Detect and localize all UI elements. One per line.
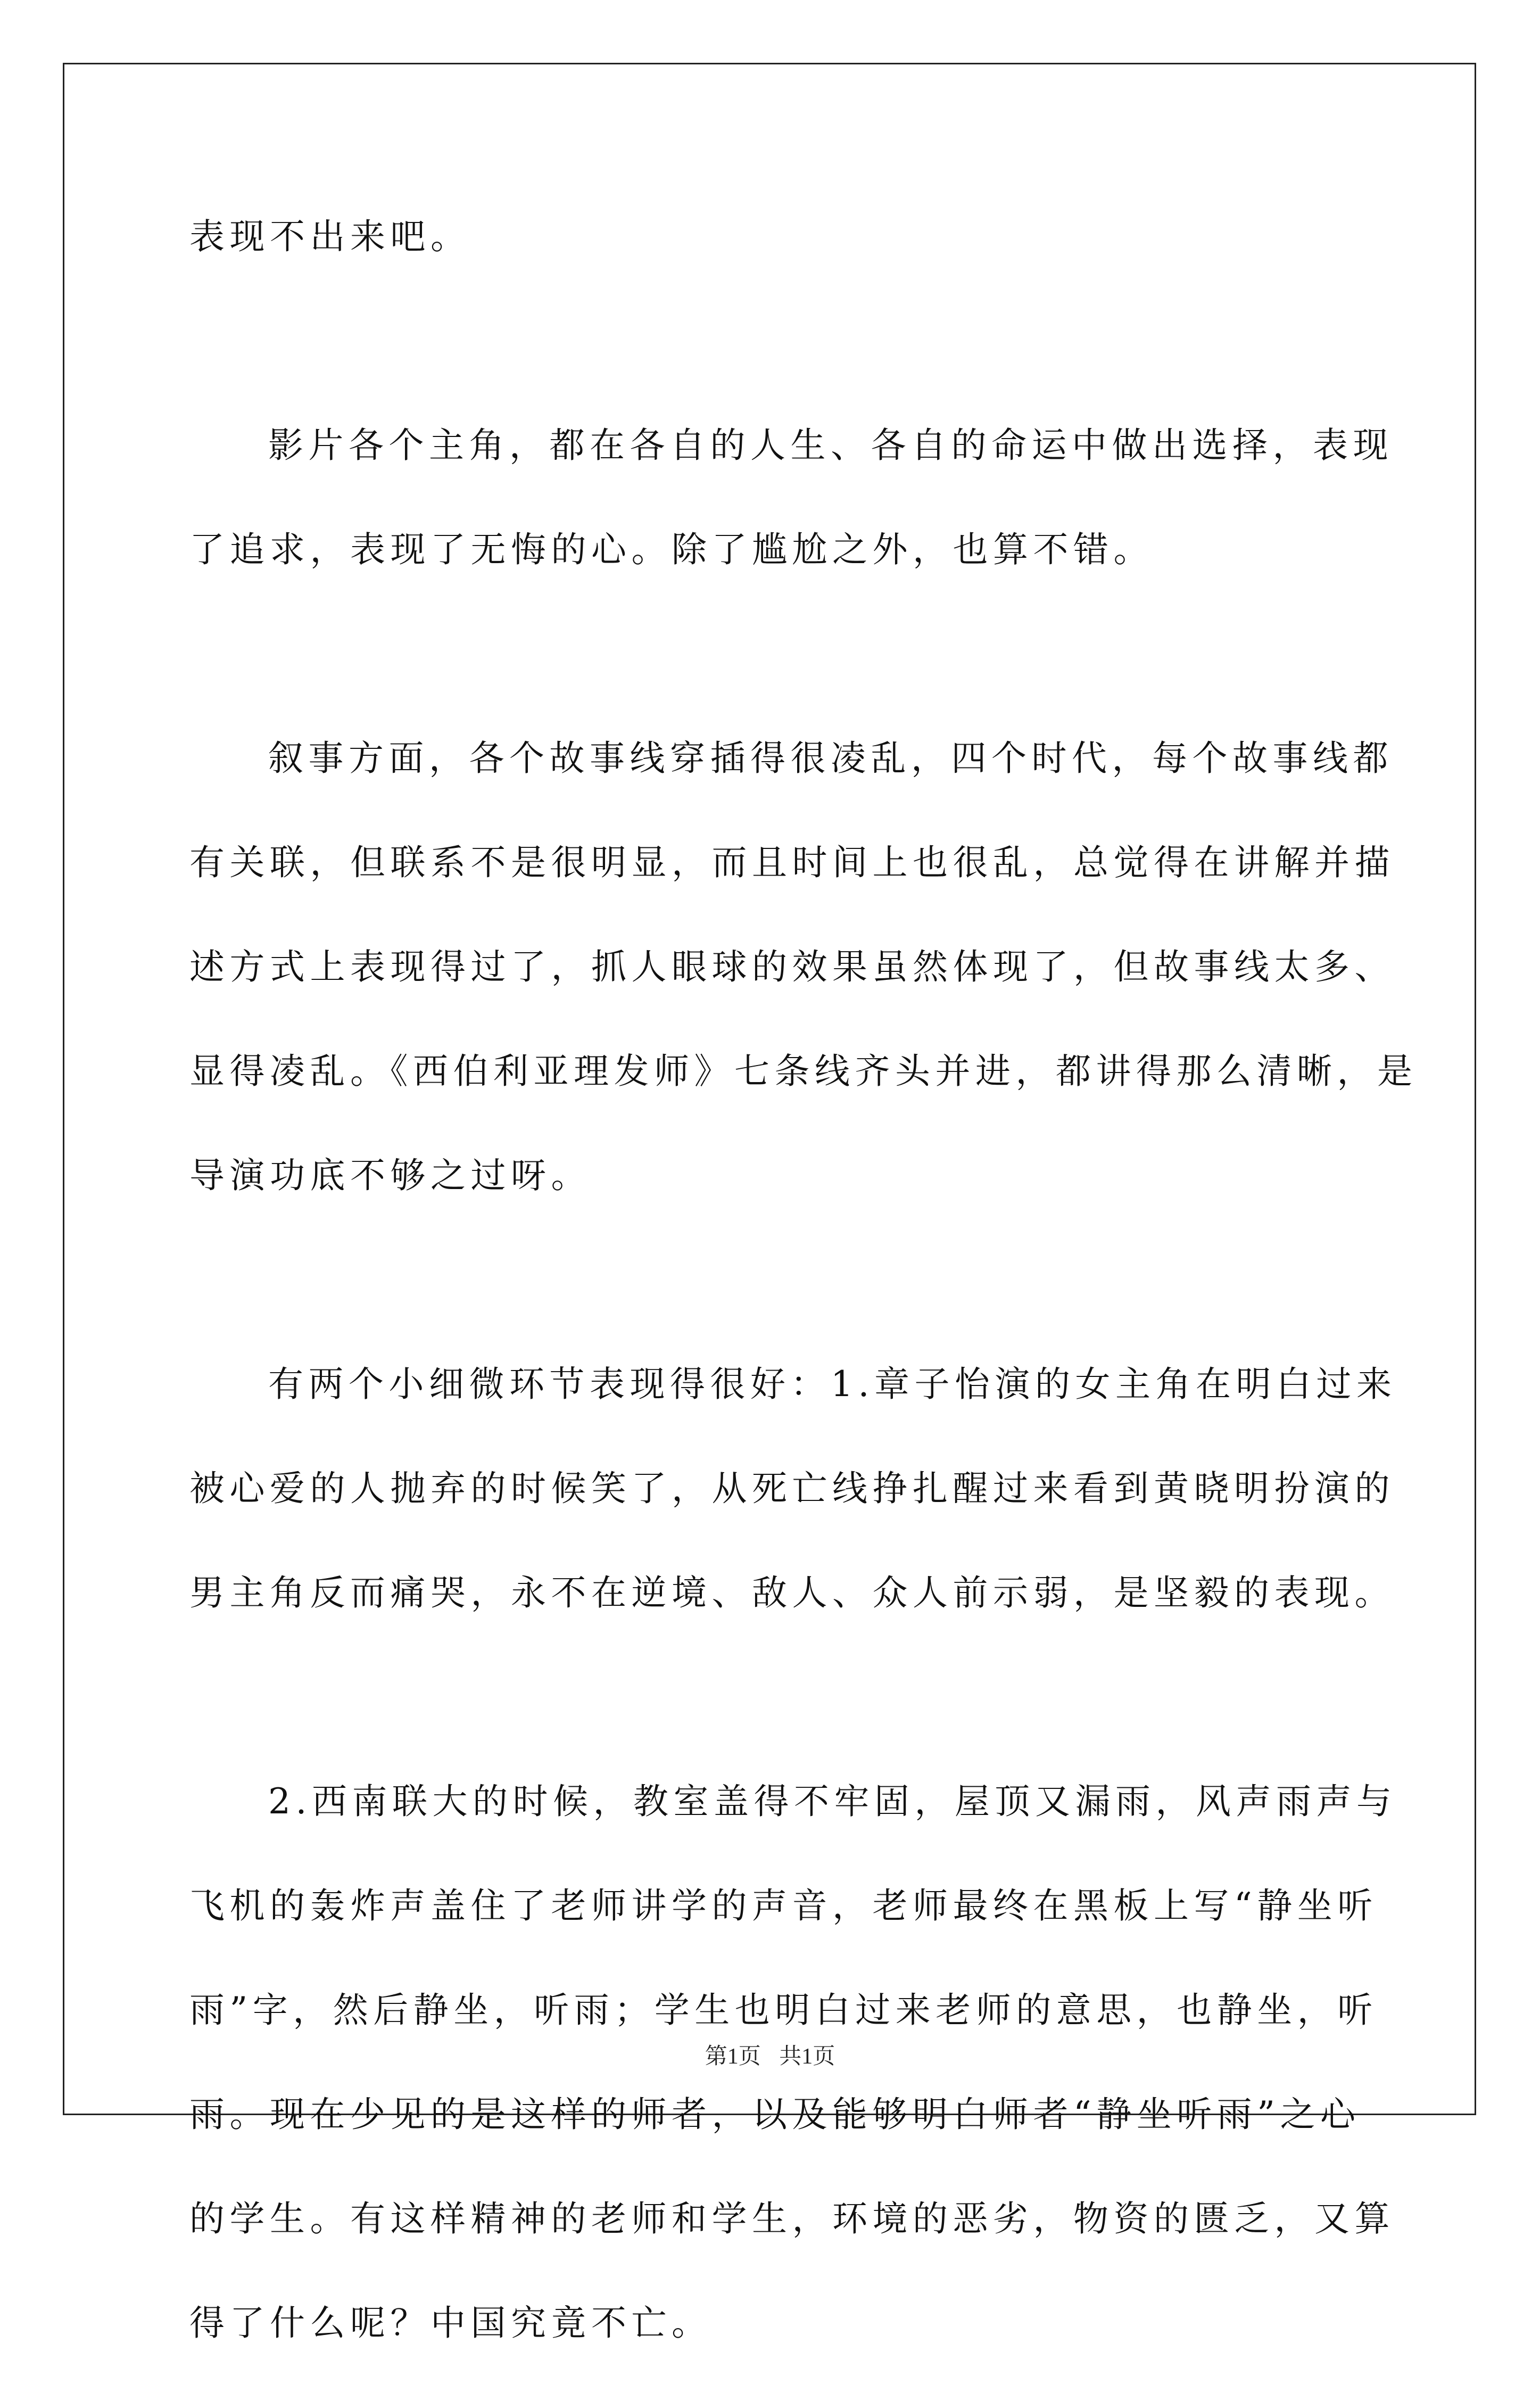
text-line: 表现不出来吧。 [189,216,471,257]
text-line: 的学生。有这样精神的老师和学生，环境的恶劣，物资的匮乏，又算 [189,2198,1395,2239]
text-line: 有关联，但联系不是很明显，而且时间上也很乱，总觉得在讲解并描 [189,842,1395,883]
current-page-number: 第1页 [705,2044,761,2069]
text-line: 雨”字，然后静坐，听雨；学生也明白过来老师的意思，也静坐，听 [189,1990,1378,2031]
page-footer [0,2039,1540,2070]
text-line: 2.西南联大的时候，教室盖得不牢固，屋顶又漏雨，风声雨声与 [268,1781,1397,1822]
text-line: 叙事方面，各个故事线穿插得很凌乱，四个时代，每个故事线都 [268,738,1393,779]
text-line: 了追求，表现了无悔的心。除了尴尬之外，也算不错。 [189,529,1154,570]
text-line: 述方式上表现得过了，抓人眼球的效果虽然体现了，但故事线太多、 [189,946,1395,987]
text-line: 雨。现在少见的是这样的师者，以及能够明白师者“静坐听雨”之心 [189,2094,1361,2135]
text-line: 有两个小细微环节表现得很好：1.章子怡演的女主角在明白过来 [268,1364,1397,1405]
paragraph-gap [189,620,1351,724]
text-line: 得了什么呢？中国究竟不亡。 [189,2303,712,2344]
text-line: 导演功底不够之过呀。 [189,1155,591,1196]
paragraph-gap [189,307,1351,411]
total-pages: 共1页 [779,2044,835,2069]
text-line: 显得凌乱。《西伯利亚理发师》七条线齐头并进，都讲得那么清晰，是 [189,1051,1418,1092]
text-line: 影片各个主角，都在各自的人生、各自的命运中做出选择，表现 [268,425,1393,466]
paragraph-gap [189,1245,1351,1350]
paragraph-gap [189,1663,1351,1767]
text-line: 男主角反而痛哭，永不在逆境、敌人、众人前示弱，是坚毅的表现。 [189,1572,1395,1613]
text-line: 飞机的轰炸声盖住了老师讲学的声音，老师最终在黑板上写“静坐听 [189,1885,1378,1926]
text-line: 被心爱的人抛弃的时候笑了，从死亡线挣扎醒过来看到黄晓明扮演的 [189,1468,1395,1509]
